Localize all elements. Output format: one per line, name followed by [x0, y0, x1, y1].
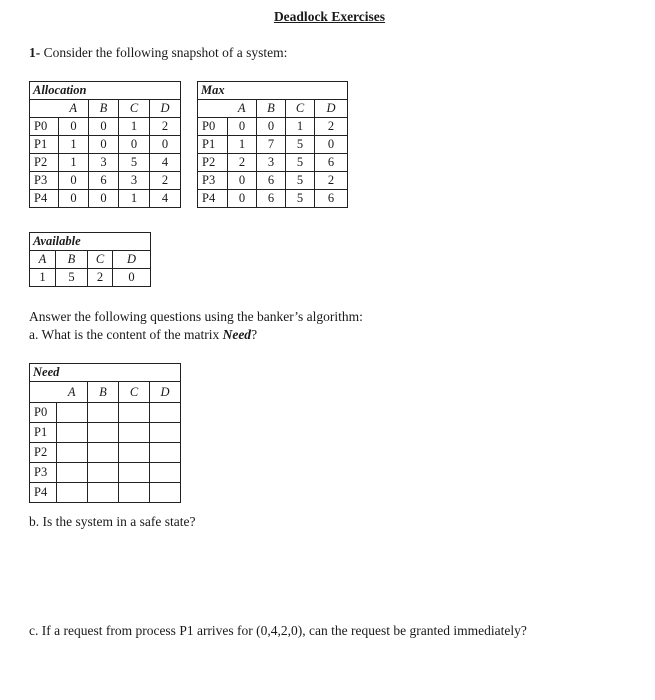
process-label: P0	[198, 118, 228, 136]
process-label: P1	[30, 136, 59, 154]
cell: 1	[119, 190, 150, 208]
process-label: P1	[30, 423, 57, 443]
empty-cell[interactable]	[150, 443, 181, 463]
allocation-heading: Allocation	[30, 82, 181, 100]
column-header-c: C	[119, 100, 150, 118]
corner-cell	[30, 100, 59, 118]
cell: 5	[286, 136, 315, 154]
need-heading: Need	[30, 364, 181, 382]
table-row	[30, 190, 181, 208]
empty-cell[interactable]	[57, 423, 88, 443]
empty-cell[interactable]	[88, 463, 119, 483]
cell: 2	[315, 118, 348, 136]
instruction-line: Answer the following questions using the banker’s algorithm:	[29, 309, 363, 324]
table-row	[30, 463, 181, 483]
cell: 3	[257, 154, 286, 172]
column-header-c: C	[88, 251, 113, 269]
empty-cell[interactable]	[150, 463, 181, 483]
empty-cell[interactable]	[57, 483, 88, 503]
process-label: P0	[30, 118, 59, 136]
cell: 2	[88, 269, 113, 287]
empty-cell[interactable]	[88, 443, 119, 463]
max-table	[197, 81, 348, 208]
max-heading: Max	[198, 82, 348, 100]
cell: 1	[59, 136, 89, 154]
question-b: b. Is the system in a safe state?	[29, 514, 196, 529]
table-row	[30, 423, 181, 443]
column-header-a: A	[228, 100, 257, 118]
cell: 0	[59, 118, 89, 136]
column-header-d: D	[113, 251, 151, 269]
table-row	[30, 403, 181, 423]
cell: 1	[59, 154, 89, 172]
cell: 3	[119, 172, 150, 190]
corner-cell	[198, 100, 228, 118]
column-header-d: D	[150, 100, 181, 118]
cell: 3	[89, 154, 119, 172]
column-header-c: C	[119, 382, 150, 403]
process-label: P0	[30, 403, 57, 423]
question-a	[29, 327, 257, 343]
column-header-b: B	[88, 382, 119, 403]
cell: 6	[257, 172, 286, 190]
column-header-a: A	[57, 382, 88, 403]
question-c: c. If a request from process P1 arrives for (0,4,2,0), can the request be granted immediately?	[29, 623, 527, 638]
process-label: P1	[198, 136, 228, 154]
cell: 0	[119, 136, 150, 154]
cell: 2	[228, 154, 257, 172]
cell: 1	[286, 118, 315, 136]
cell: 6	[257, 190, 286, 208]
empty-cell[interactable]	[57, 443, 88, 463]
available-heading: Available	[30, 233, 151, 251]
available-table	[29, 232, 151, 287]
empty-cell[interactable]	[119, 443, 150, 463]
question-1-prompt	[29, 45, 287, 61]
cell: 5	[56, 269, 88, 287]
process-label: P4	[198, 190, 228, 208]
cell: 0	[59, 172, 89, 190]
corner-cell	[30, 382, 57, 403]
table-row	[30, 483, 181, 503]
table-row	[198, 136, 348, 154]
column-header-a: A	[59, 100, 89, 118]
cell: 0	[89, 136, 119, 154]
empty-cell[interactable]	[119, 423, 150, 443]
question-1-text: Consider the following snapshot of a system:	[40, 45, 288, 60]
empty-cell[interactable]	[88, 423, 119, 443]
table-row	[30, 269, 151, 287]
cell: 0	[113, 269, 151, 287]
empty-cell[interactable]	[88, 403, 119, 423]
cell: 2	[150, 172, 181, 190]
allocation-table	[29, 81, 181, 208]
page-title: Deadlock Exercises	[273, 9, 386, 24]
empty-cell[interactable]	[57, 463, 88, 483]
process-label: P3	[30, 463, 57, 483]
table-row	[30, 172, 181, 190]
cell: 1	[119, 118, 150, 136]
cell: 2	[315, 172, 348, 190]
empty-cell[interactable]	[88, 483, 119, 503]
cell: 0	[150, 136, 181, 154]
column-header-b: B	[257, 100, 286, 118]
column-header-a: A	[30, 251, 56, 269]
process-label: P3	[30, 172, 59, 190]
process-label: P3	[198, 172, 228, 190]
table-row	[198, 118, 348, 136]
cell: 0	[89, 118, 119, 136]
cell: 4	[150, 154, 181, 172]
question-number: 1-	[29, 45, 41, 60]
empty-cell[interactable]	[119, 403, 150, 423]
empty-cell[interactable]	[150, 423, 181, 443]
table-row	[30, 118, 181, 136]
need-table	[29, 363, 181, 503]
cell: 2	[150, 118, 181, 136]
table-row	[30, 154, 181, 172]
table-row	[198, 190, 348, 208]
cell: 0	[228, 172, 257, 190]
table-row	[30, 443, 181, 463]
column-header-d: D	[150, 382, 181, 403]
empty-cell[interactable]	[150, 403, 181, 423]
cell: 0	[228, 118, 257, 136]
cell: 0	[315, 136, 348, 154]
process-label: P2	[198, 154, 228, 172]
cell: 7	[257, 136, 286, 154]
cell: 1	[228, 136, 257, 154]
column-header-b: B	[89, 100, 119, 118]
cell: 0	[59, 190, 89, 208]
empty-cell[interactable]	[150, 483, 181, 503]
column-header-d: D	[315, 100, 348, 118]
cell: 0	[89, 190, 119, 208]
process-label: P4	[30, 190, 59, 208]
cell: 0	[228, 190, 257, 208]
process-label: P2	[30, 154, 59, 172]
table-row	[30, 136, 181, 154]
process-label: P4	[30, 483, 57, 503]
cell: 5	[286, 154, 315, 172]
cell: 6	[315, 154, 348, 172]
cell: 6	[89, 172, 119, 190]
table-row	[198, 172, 348, 190]
cell: 4	[150, 190, 181, 208]
table-row	[198, 154, 348, 172]
empty-cell[interactable]	[119, 463, 150, 483]
cell: 5	[119, 154, 150, 172]
cell: 5	[286, 190, 315, 208]
question-a-suffix: ?	[251, 327, 258, 342]
empty-cell[interactable]	[119, 483, 150, 503]
column-header-b: B	[56, 251, 88, 269]
empty-cell[interactable]	[57, 403, 88, 423]
process-label: P2	[30, 443, 57, 463]
column-header-c: C	[286, 100, 315, 118]
cell: 6	[315, 190, 348, 208]
cell: 0	[257, 118, 286, 136]
need-emphasis: Need	[222, 327, 252, 342]
question-a-prefix: a. What is the content of the matrix	[29, 327, 223, 342]
cell: 1	[30, 269, 56, 287]
cell: 5	[286, 172, 315, 190]
